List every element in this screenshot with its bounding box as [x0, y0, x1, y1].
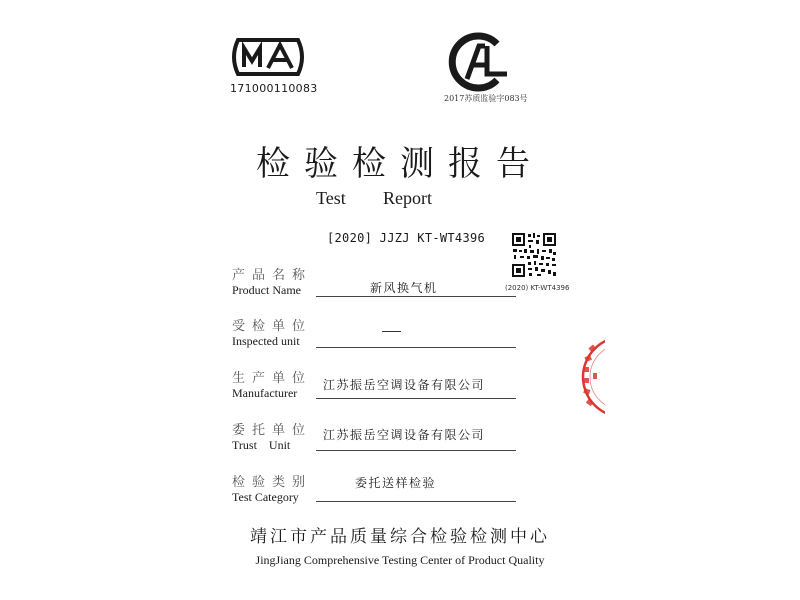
- field-underline: [316, 296, 516, 297]
- field-value-trust-unit: 江苏振岳空调设备有限公司: [323, 428, 486, 442]
- cma-number: 171000110083: [230, 82, 318, 95]
- qr-caption: (2020) KT-WT4396: [505, 284, 570, 292]
- field-underline: [316, 398, 516, 399]
- report-number: [2020] JJZJ KT-WT4396: [327, 231, 486, 245]
- report-title-english-report: Report: [383, 188, 432, 208]
- qr-code-icon: [511, 232, 557, 278]
- report-title-chinese: 检验检测报告: [256, 144, 544, 184]
- cal-logo-icon: [441, 32, 515, 92]
- field-label-cn: 生产单位: [232, 371, 313, 386]
- report-title-english-test: Test: [316, 188, 346, 208]
- field-value-test-category: 委托送样检验: [355, 476, 437, 490]
- field-label-cn: 委托单位: [232, 423, 313, 438]
- red-seal-stamp-icon: [565, 334, 605, 420]
- field-label-cn: 受检单位: [232, 319, 313, 334]
- field-label-en: Trust Unit: [232, 438, 291, 452]
- empty-value-dash: [382, 331, 401, 332]
- field-label-en: Manufacturer: [232, 386, 298, 400]
- cal-number: 2017苏质监验字083号: [444, 94, 528, 103]
- testing-center-name-en: JingJiang Comprehensive Testing Center of Product Quality: [255, 553, 545, 567]
- cma-logo-icon: [228, 36, 308, 78]
- field-underline: [316, 501, 516, 502]
- field-label-en: Test Category: [232, 490, 299, 504]
- field-label-en: Product Name: [232, 283, 301, 297]
- field-label-cn: 检验类别: [232, 475, 313, 490]
- testing-center-name-cn: 靖江市产品质量综合检验检测中心: [250, 527, 550, 547]
- field-value-product-name: 新风换气机: [370, 281, 438, 295]
- field-label-en: Inspected unit: [232, 334, 300, 348]
- field-value-manufacturer: 江苏振岳空调设备有限公司: [323, 378, 486, 392]
- field-label-cn: 产品名称: [232, 268, 313, 283]
- field-underline: [316, 450, 516, 451]
- field-underline: [316, 347, 516, 348]
